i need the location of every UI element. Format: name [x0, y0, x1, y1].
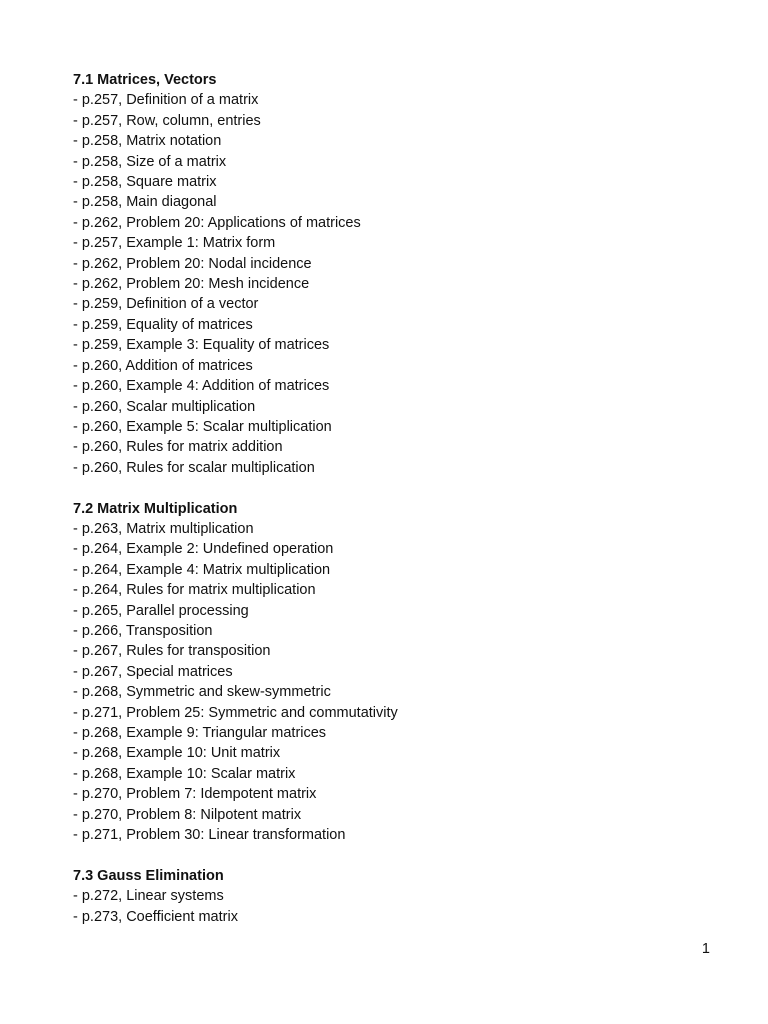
- index-entry: - p.266, Transposition: [73, 622, 213, 639]
- index-entry: - p.273, Coefficient matrix: [73, 908, 238, 925]
- index-entry: - p.260, Example 5: Scalar multiplication: [73, 418, 332, 435]
- index-entry: - p.257, Definition of a matrix: [73, 92, 259, 109]
- index-entry: - p.262, Problem 20: Applications of matrices: [73, 214, 361, 231]
- index-entry: - p.268, Example 9: Triangular matrices: [73, 724, 327, 741]
- section: [73, 866, 713, 927]
- index-entry: - p.262, Problem 20: Nodal incidence: [73, 255, 312, 272]
- section-title: 7.1 Matrices, Vectors: [73, 72, 217, 88]
- page-number: 1: [701, 941, 710, 957]
- index-entry: - p.270, Problem 8: Nilpotent matrix: [73, 806, 302, 823]
- document-content: [73, 70, 713, 947]
- index-entry: - p.264, Rules for matrix multiplication: [73, 582, 316, 599]
- index-entry: - p.258, Square matrix: [73, 174, 217, 191]
- section-title: 7.3 Gauss Elimination: [73, 867, 224, 884]
- index-entry: - p.267, Special matrices: [73, 663, 233, 680]
- index-entry: - p.267, Rules for transposition: [73, 643, 271, 660]
- index-entry: - p.259, Equality of matrices: [73, 316, 253, 333]
- index-entry: - p.259, Example 3: Equality of matrices: [73, 337, 330, 354]
- index-entry: - p.272, Linear systems: [73, 888, 224, 905]
- index-entry: - p.265, Parallel processing: [73, 602, 249, 619]
- index-entry: - p.258, Main diagonal: [73, 194, 217, 211]
- index-entry: - p.268, Example 10: Scalar matrix: [73, 765, 296, 782]
- index-entry: - p.260, Rules for scalar multiplication: [73, 459, 315, 476]
- index-entry: - p.264, Example 2: Undefined operation: [73, 541, 334, 558]
- index-entry: - p.259, Definition of a vector: [73, 296, 259, 313]
- index-entry: - p.260, Scalar multiplication: [73, 398, 256, 415]
- index-entry: - p.258, Matrix notation: [73, 133, 222, 150]
- index-entry: - p.268, Example 10: Unit matrix: [73, 745, 281, 762]
- index-entry: - p.257, Example 1: Matrix form: [73, 235, 276, 252]
- index-entry: - p.257, Row, column, entries: [73, 112, 261, 129]
- index-entry: - p.260, Rules for matrix addition: [73, 439, 283, 456]
- index-entry: - p.260, Addition of matrices: [73, 357, 253, 374]
- index-entry: - p.271, Problem 25: Symmetric and commutativity: [73, 704, 398, 721]
- index-entry: - p.258, Size of a matrix: [73, 153, 227, 170]
- section: [73, 70, 713, 478]
- index-entry: - p.263, Matrix multiplication: [73, 520, 254, 537]
- section: [73, 499, 713, 846]
- index-entry: - p.260, Example 4: Addition of matrices: [73, 378, 330, 395]
- section-title: 7.2 Matrix Multiplication: [73, 500, 238, 517]
- index-entry: - p.262, Problem 20: Mesh incidence: [73, 276, 310, 293]
- index-entry: - p.271, Problem 30: Linear transformation: [73, 827, 346, 844]
- index-entry: - p.270, Problem 7: Idempotent matrix: [73, 786, 317, 803]
- index-entry: - p.264, Example 4: Matrix multiplication: [73, 561, 331, 578]
- index-entry: - p.268, Symmetric and skew-symmetric: [73, 684, 331, 701]
